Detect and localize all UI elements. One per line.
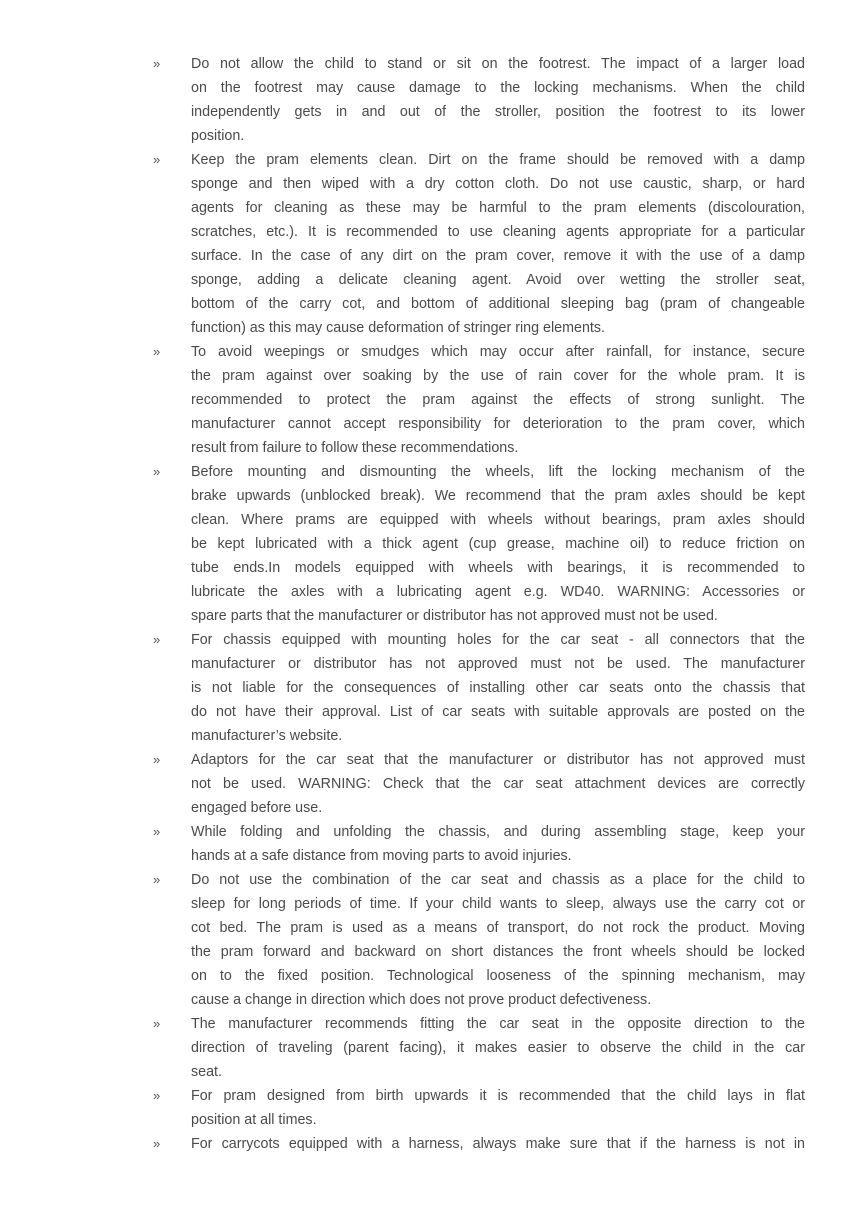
list-item [150,868,805,1012]
bullet-icon: » [153,1136,161,1151]
text-line: the pram forward and backward on short distances the front wheels should be locked [191,944,805,960]
text-line: bottom of the carry cot, and bottom of additional sleeping bag (pram of changeable [191,296,805,312]
list-item [150,148,805,340]
text-line: be kept lubricated with a thick agent (cup grease, machine oil) to reduce friction on [191,536,805,552]
list-item [150,628,805,748]
text-line: manufacturer’s website. [191,728,343,744]
bullet-icon: » [153,464,161,479]
text-line: manufacturer cannot accept responsibility for deterioration to the pram cover, which [191,416,805,432]
text-line: Keep the pram elements clean. Dirt on the frame should be removed with a damp [191,152,805,168]
text-line: engaged before use. [191,800,323,816]
text-line: position at all times. [191,1112,317,1128]
bullet-icon: » [153,56,161,71]
text-line: To avoid weepings or smudges which may occur after rainfall, for instance, secure [191,344,805,360]
text-line: While folding and unfolding the chassis, and during assembling stage, keep your [191,824,805,840]
text-line: For carrycots equipped with a harness, always make sure that if the harness is not in [191,1136,805,1152]
text-line: seat. [191,1064,222,1080]
text-line: sponge, adding a delicate cleaning agent. Avoid over wetting the stroller seat, [191,272,805,288]
text-line: For pram designed from birth upwards it is recommended that the child lays in flat [191,1088,805,1104]
text-line: Adaptors for the car seat that the manufacturer or distributor has not approved must [191,752,805,768]
bullet-icon: » [153,1088,161,1103]
bullet-icon: » [153,152,161,167]
text-line: result from failure to follow these recommendations. [191,440,519,456]
text-line: not be used. WARNING: Check that the car seat attachment devices are correctly [191,776,805,792]
list-item [150,1132,805,1156]
text-line: manufacturer or distributor has not approved must not be used. The manufacturer [191,656,805,672]
bullet-icon: » [153,824,161,839]
text-line: brake upwards (unblocked break). We recommend that the pram axles should be kept [191,488,805,504]
text-line: do not have their approval. List of car seats with suitable approvals are posted on the [191,704,805,720]
text-line: Do not allow the child to stand or sit on the footrest. The impact of a larger load [191,56,805,72]
bullet-icon: » [153,872,161,887]
bullet-icon: » [153,632,161,647]
text-line: surface. In the case of any dirt on the pram cover, remove it with the use of a damp [191,248,805,264]
list-item [150,1084,805,1132]
list-item [150,460,805,628]
text-line: scratches, etc.). It is recommended to use cleaning agents appropriate for a particular [191,224,805,240]
text-line: on the footrest may cause damage to the locking mechanisms. When the child [191,80,805,96]
text-line: cot bed. The pram is used as a means of transport, do not rock the product. Moving [191,920,805,936]
text-line: independently gets in and out of the stroller, position the footrest to its lower [191,104,805,120]
list-item [150,820,805,868]
text-line: direction of traveling (parent facing), it makes easier to observe the child in the car [191,1040,805,1056]
bullet-icon: » [153,344,161,359]
instruction-list [150,52,805,1156]
text-line: sleep for long periods of time. If your child wants to sleep, always use the carry cot or [191,896,805,912]
text-line: agents for cleaning as these may be harmful to the pram elements (discolouration, [191,200,805,216]
text-line: The manufacturer recommends fitting the car seat in the opposite direction to the [191,1016,805,1032]
text-line: position. [191,128,245,144]
text-line: For chassis equipped with mounting holes for the car seat - all connectors that the [191,632,805,648]
text-line: function) as this may cause deformation of stringer ring elements. [191,320,606,336]
list-item [150,52,805,148]
text-line: sponge and then wiped with a dry cotton cloth. Do not use caustic, sharp, or hard [191,176,805,192]
text-line: clean. Where prams are equipped with wheels without bearings, pram axles should [191,512,805,528]
bullet-icon: » [153,752,161,767]
text-line: Before mounting and dismounting the wheels, lift the locking mechanism of the [191,464,805,480]
text-line: the pram against over soaking by the use of rain cover for the whole pram. It is [191,368,805,384]
text-line: on to the fixed position. Technological looseness of the spinning mechanism, may [191,968,805,984]
text-line: hands at a safe distance from moving parts to avoid injuries. [191,848,572,864]
text-line: is not liable for the consequences of installing other car seats onto the chassis that [191,680,805,696]
text-line: tube ends.In models equipped with wheels with bearings, it is recommended to [191,560,805,576]
list-item [150,748,805,820]
text-line: Do not use the combination of the car seat and chassis as a place for the child to [191,872,805,888]
bullet-icon: » [153,1016,161,1031]
text-line: cause a change in direction which does not prove product defectiveness. [191,992,652,1008]
text-line: spare parts that the manufacturer or distributor has not approved must not be used. [191,608,718,624]
list-item [150,340,805,460]
text-line: lubricate the axles with a lubricating agent e.g. WD40. WARNING: Accessories or [191,584,805,600]
text-line: recommended to protect the pram against the effects of strong sunlight. The [191,392,805,408]
list-item [150,1012,805,1084]
